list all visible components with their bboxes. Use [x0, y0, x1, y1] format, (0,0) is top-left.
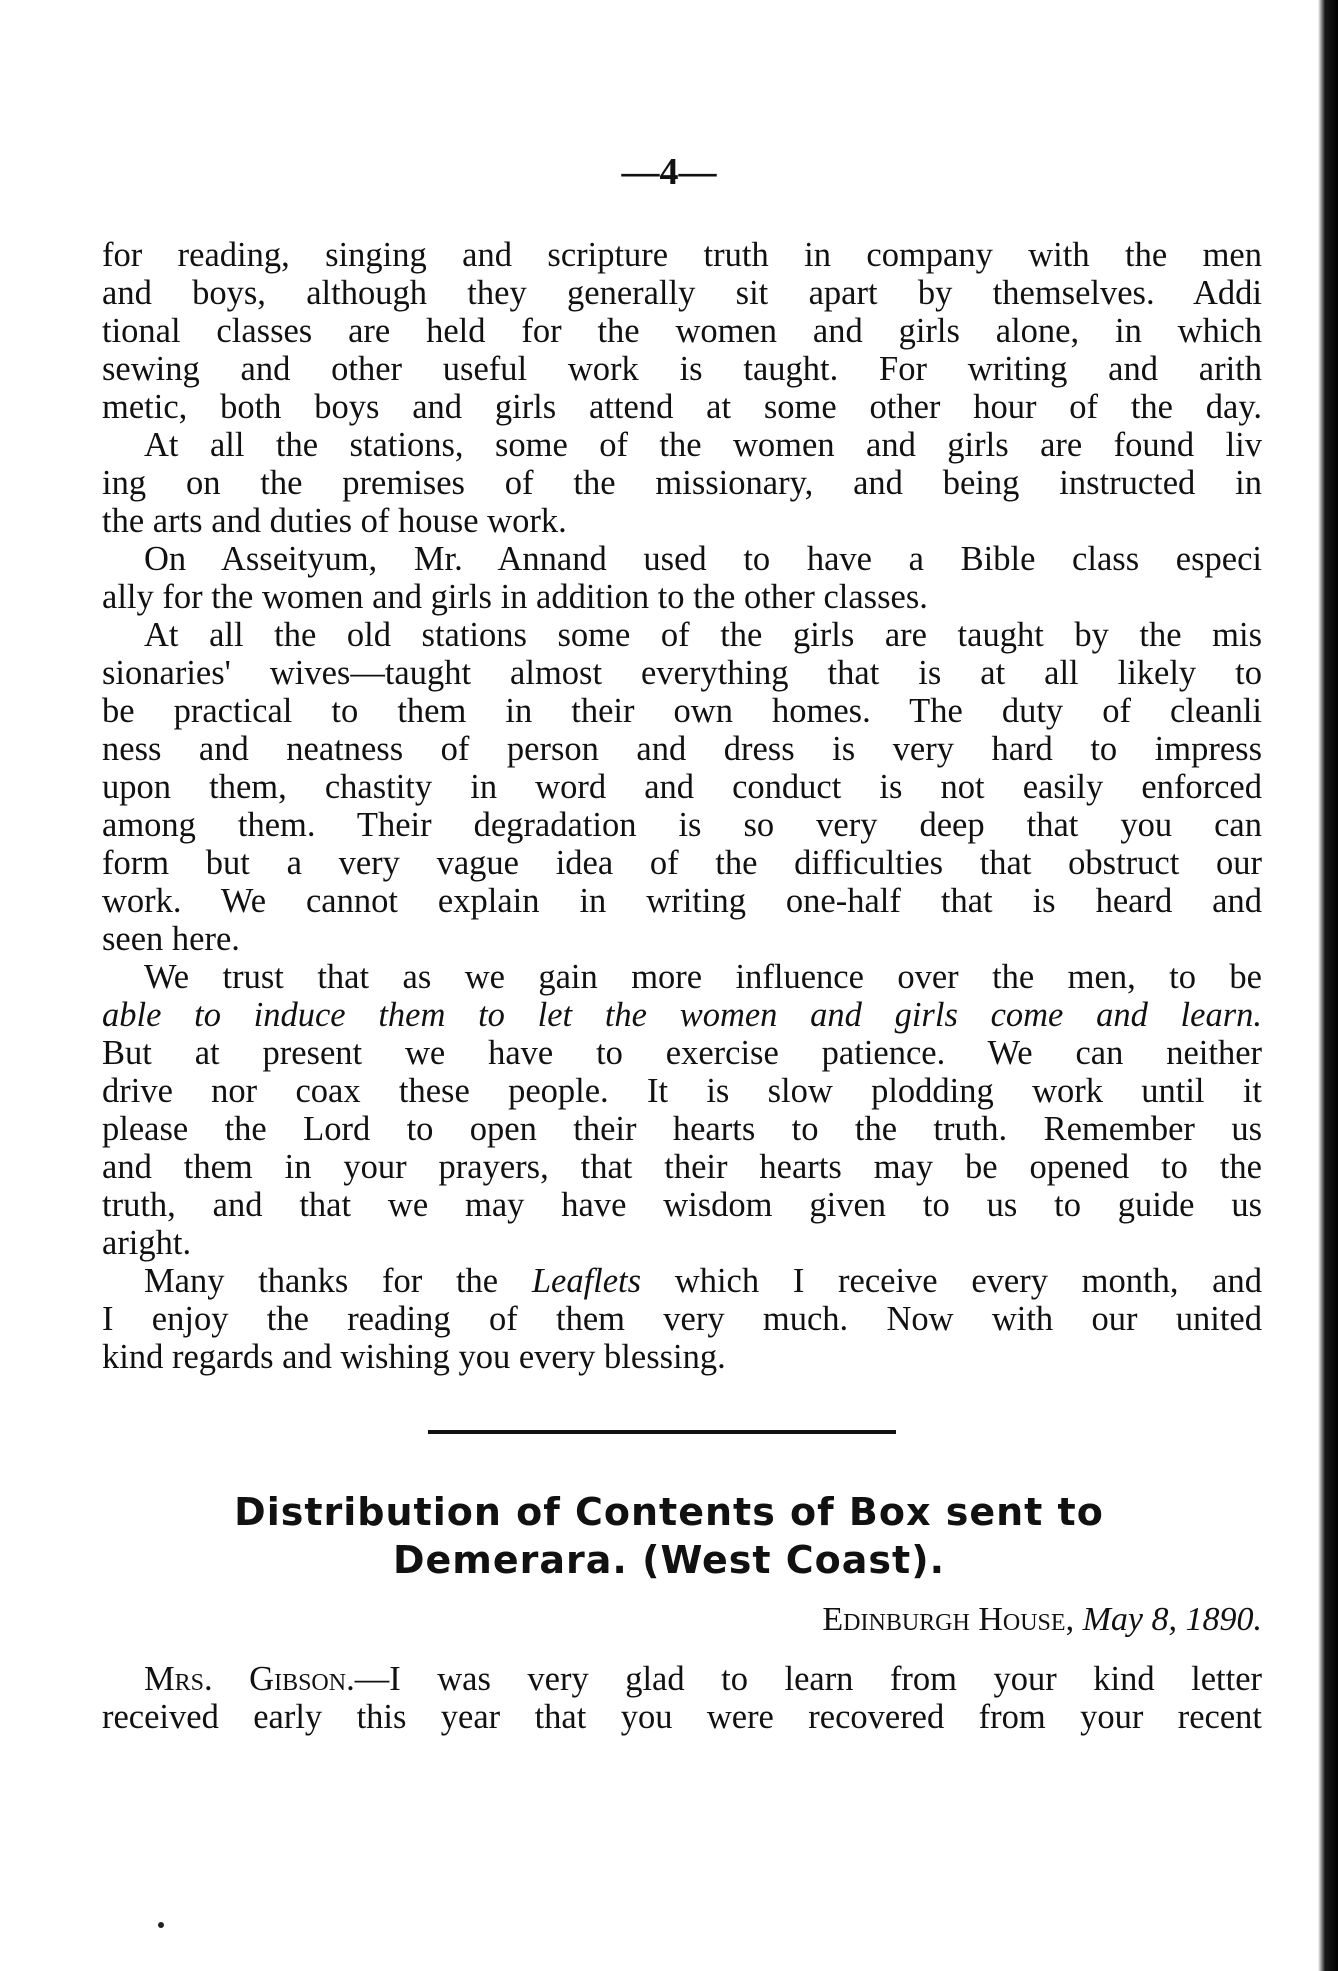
body-line: upon them, chastity in word and conduct is not easily enforced: [102, 768, 1262, 806]
body-line: aright.: [102, 1224, 192, 1262]
body-line: for reading, singing and scripture truth in company with the men: [102, 236, 1262, 274]
thanks-line: kind regards and wishing you every blessing.: [102, 1338, 726, 1376]
body-line: ally for the women and girls in addition to the other classes.: [102, 578, 928, 616]
ink-speck: [158, 1922, 164, 1928]
body-line: At all the stations, some of the women and girls are found liv: [144, 426, 1262, 464]
body-line: metic, both boys and girls attend at some other hour of the day.: [102, 388, 1262, 426]
dateline-place: Edinburgh House,: [822, 1601, 1075, 1638]
page-number: —4—: [621, 151, 717, 193]
letter-text: —I was very glad to learn from your kind letter: [354, 1660, 1262, 1698]
thanks-line: [102, 1262, 1262, 1300]
body-line: ness and neatness of person and dress is very hard to impress: [102, 730, 1262, 768]
body-line: among them. Their degradation is so very deep that you can: [102, 806, 1262, 844]
leaflets-title: Leaflets: [531, 1262, 642, 1300]
body-line: tional classes are held for the women and girls alone, in which: [102, 312, 1262, 350]
body-line: On Asseityum, Mr. Annand used to have a Bible class especi: [144, 540, 1262, 578]
section-heading: Distribution of Contents of Box sent to: [234, 1490, 1104, 1534]
body-line: sewing and other useful work is taught. For writing and arith: [102, 350, 1262, 388]
body-line: and boys, although they generally sit apart by themselves. Addi: [102, 274, 1262, 312]
body-line: please the Lord to open their hearts to the truth. Remember us: [102, 1110, 1262, 1148]
body-line: and them in your prayers, that their hearts may be opened to the: [102, 1148, 1262, 1186]
body-line: We trust that as we gain more influence over the men, to be: [144, 958, 1262, 996]
dateline-date: May 8, 1890.: [1082, 1601, 1262, 1638]
section-heading: Demerara. (West Coast).: [392, 1538, 946, 1582]
thanks-text: which I receive every month, and: [641, 1262, 1262, 1300]
body-line: be practical to them in their own homes. The duty of cleanli: [102, 692, 1262, 730]
body-line: able to induce them to let the women and girls come and learn.: [102, 996, 1262, 1034]
body-line: seen here.: [102, 920, 240, 958]
body-line: But at present we have to exercise patience. We can neither: [102, 1034, 1262, 1072]
body-line: the arts and duties of house work.: [102, 502, 567, 540]
body-line: form but a very vague idea of the difficulties that obstruct our: [102, 844, 1262, 882]
body-line: ing on the premises of the missionary, and being instructed in: [102, 464, 1262, 502]
body-line: truth, and that we may have wisdom given to us to guide us: [102, 1186, 1262, 1224]
body-line: drive nor coax these people. It is slow plodding work until it: [102, 1072, 1262, 1110]
letter-line: [102, 1660, 1262, 1698]
thanks-line: I enjoy the reading of them very much. Now with our united: [102, 1300, 1262, 1338]
body-line: sionaries' wives—taught almost everything that is at all likely to: [102, 654, 1262, 692]
letter-recipient: Mrs. Gibson.: [144, 1660, 355, 1698]
thanks-text: Many thanks for the: [144, 1262, 532, 1300]
dateline: [102, 1600, 1262, 1640]
body-line: work. We cannot explain in writing one-half that is heard and: [102, 882, 1262, 920]
page-edge-shadow: [1318, 0, 1338, 1971]
letter-line: received early this year that you were recovered from your recent: [102, 1698, 1262, 1736]
body-line: At all the old stations some of the girls are taught by the mis: [144, 616, 1262, 654]
section-divider: [428, 1430, 896, 1434]
